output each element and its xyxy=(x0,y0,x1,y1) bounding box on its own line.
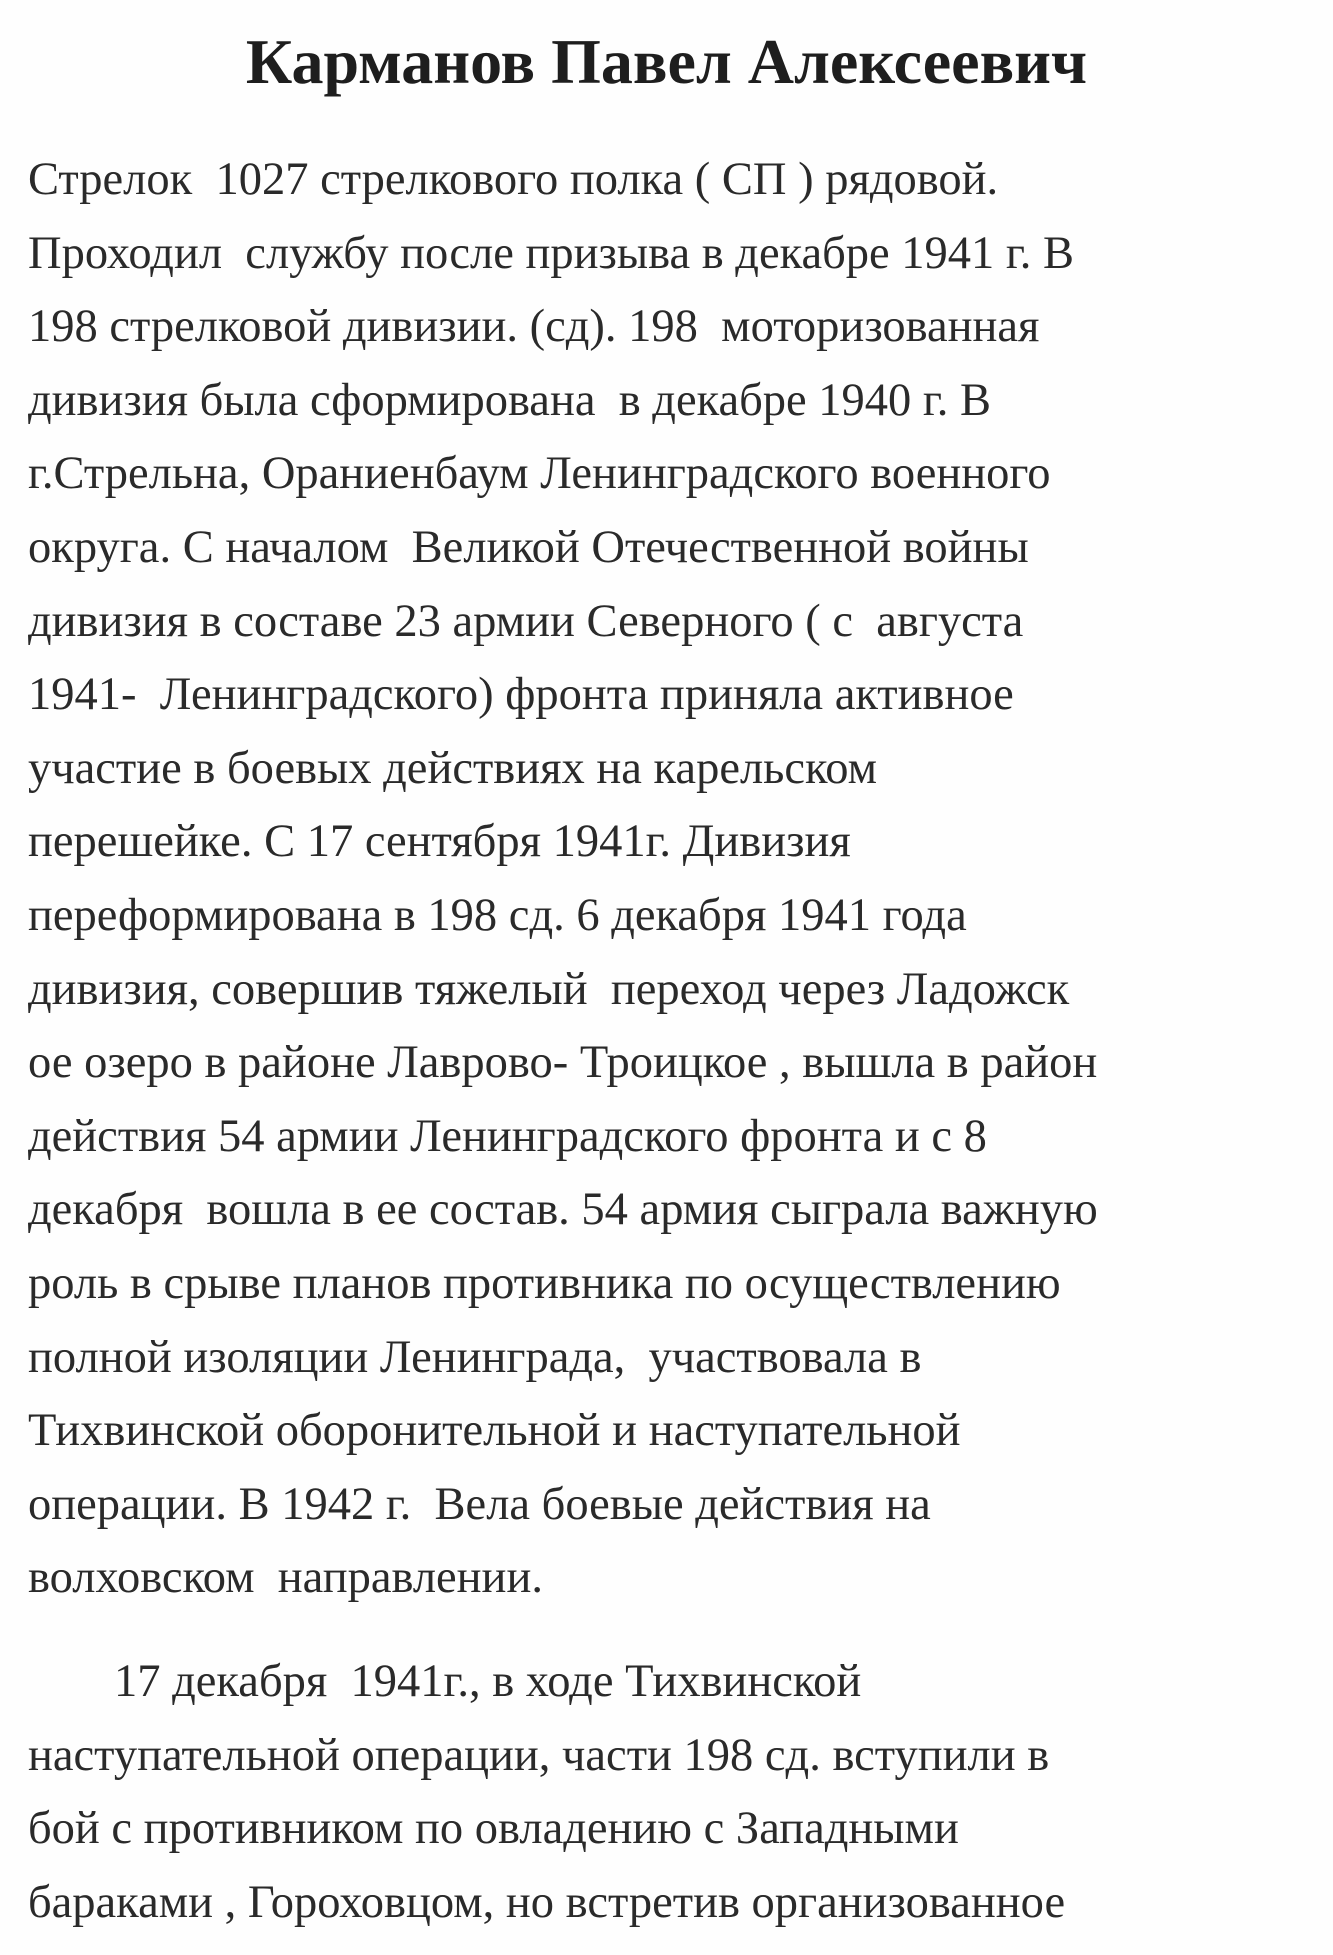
text-line: ое озеро в районе Лаврово- Троицкое , вышла в район xyxy=(28,1037,1098,1089)
text-line: г.Стрельна, Ораниенбаум Ленинградского военного xyxy=(28,448,1051,500)
text-line: наступательной операции, части 198 сд. вступили в xyxy=(28,1729,1050,1781)
text-line: Проходил службу после призыва в декабре 1941 г. В xyxy=(28,227,1075,279)
text-line: действия 54 армии Ленинградского фронта и с 8 xyxy=(28,1110,987,1162)
text-line: декабря вошла в ее состав. 54 армия сыграла важную xyxy=(28,1184,1098,1236)
text-line: дивизия была сформирована в декабре 1940 г. В xyxy=(28,374,992,426)
text-line: 17 декабря 1941г., в ходе Тихвинской xyxy=(114,1656,862,1707)
text-line: Тихвинской оборонительной и наступательной xyxy=(28,1405,961,1457)
text-line: дивизия в составе 23 армии Северного ( с августа xyxy=(28,595,1024,647)
paragraph-1 xyxy=(28,143,1318,1615)
text-line: полной изоляции Ленинграда, участвовала в xyxy=(28,1331,922,1383)
text-line: бараками , Гороховцом, но встретив организованное xyxy=(28,1876,1066,1928)
text-line: дивизия, совершив тяжелый переход через Ладожск xyxy=(28,963,1070,1015)
text-line: 1941- Ленинградского) фронта приняла активное xyxy=(28,669,1014,721)
text-line: бой с противником по овладению с Западными xyxy=(28,1803,959,1855)
text-line: округа. С началом Великой Отечественной войны xyxy=(28,521,1029,573)
text-line: роль в срыве планов противника по осуществлению xyxy=(28,1257,1061,1309)
text-line: перешейке. С 17 сентября 1941г. Дивизия xyxy=(28,816,851,868)
text-line: участие в боевых действиях на карельском xyxy=(28,742,878,794)
text-line: 198 стрелковой дивизии. (сд). 198 моторизованная xyxy=(28,301,1040,353)
text-line: волховском направлении. xyxy=(28,1552,543,1604)
text-line: операции. В 1942 г. Вела боевые действия на xyxy=(28,1478,931,1530)
paragraph-2 xyxy=(28,1645,1318,1939)
text-line: Стрелок 1027 стрелкового полка ( СП ) рядовой. xyxy=(28,154,999,205)
text-line: переформирована в 198 сд. 6 декабря 1941 года xyxy=(28,889,967,941)
document-title: Карманов Павел Алексеевич xyxy=(245,26,1088,97)
